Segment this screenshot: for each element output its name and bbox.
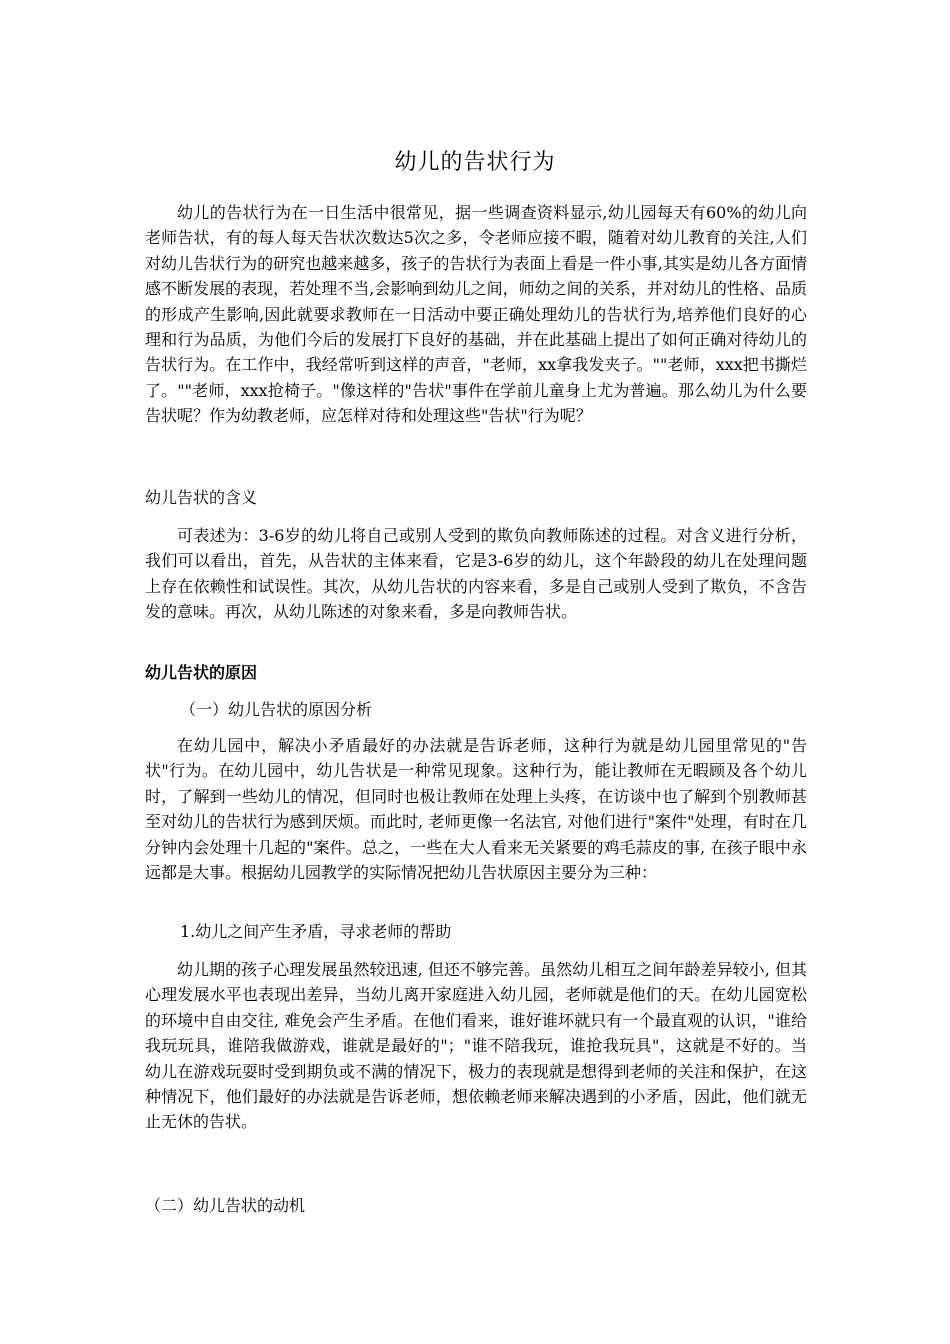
point-1-paragraph: 幼儿期的孩子心理发展虽然较迅速, 但还不够完善。虽然幼儿相互之间年龄差异较小, 但其心理发展水平也表现出差异，当幼儿离开家庭进入幼儿园，老师就是他们的天。在幼儿园宽松的环境中自由交往, 难免会产生矛盾。在他们看来，谁好谁坏就只有一个最直观的认识，"谁给我玩玩具，谁陪我做游戏，谁就是最好的"；"谁不陪我玩，谁抢我玩具"，这就是不好的。当幼儿在游戏玩耍时受到期负或不满的情况下，极力的表现就是想得到老师的关注和保护，在这种情况下，他们最好的办法就是告诉老师，想依赖老师来解决遇到的小矛盾，因此，他们就无止无休的告状。 — [145, 960, 807, 1132]
intro-paragraph: 幼儿的告状行为在一日生活中很常见，据一些调查资料显示,幼儿园每天有60%的幼儿向老师告状，有的每人每天告状次数达5次之多，令老师应接不暇，随着对幼儿教育的关注,人们对幼儿告状行为的研究也越来越多，孩子的告状行为表面上看是一件小事,其实是幼儿各方面情感不断发展的表现，若处理不当,会影响到幼儿之间，师幼之间的关系，并对幼儿的性格、品质的形成产生影响,因此就要求教师在一日活动中要正确处理幼儿的告状行为,培养他们良好的心理和行为品质，为他们今后的发展打下良好的基础，并在此基础上提出了如何正确对待幼儿的告状行为。在工作中，我经常听到这样的声音，"老师，xx拿我发夹子。""老师，xxx把书撕烂了。""老师，xxx抢椅子。"像这样的"告状"事件在学前儿童身上尤为普遍。那么幼儿为什么要告状呢？作为幼教老师，应怎样对待和处理这些"告状"行为呢？ — [145, 203, 807, 426]
reason-heading: 幼儿告状的原因 — [145, 663, 258, 682]
meaning-heading: 幼儿告状的含义 — [145, 488, 258, 507]
meaning-paragraph: 可表述为：3-6岁的幼儿将自己或别人受到的欺负向教师陈述的过程。对含义进行分析，我们可以看出，首先，从告状的主体来看，它是3-6岁的幼儿，这个年龄段的幼儿在处理问题上存在依赖性和试误性。其次，从幼儿告状的内容来看，多是自己或别人受到了欺负，不含告发的意味。再次，从幼儿陈述的对象来看，多是向教师告状。 — [145, 526, 807, 622]
document-title: 幼儿的告状行为 — [394, 150, 556, 175]
reason-subheading-2: （二）幼儿告状的动机 — [145, 1196, 306, 1215]
reason-paragraph: 在幼儿园中，解决小矛盾最好的办法就是告诉老师，这种行为就是幼儿园里常见的"告状"行为。在幼儿园中，幼儿告状是一种常见现象。这种行为，能让教师在无暇顾及各个幼儿时，了解到一些幼儿的情况，但同时也极让教师在处理上头疼，在访谈中也了解到个别教师甚至对幼儿的告状行为感到厌烦。而此时, 老师更像一名法官, 对他们进行"案件"处理，有时在几分钟内会处理十几起的"案件。总之，一些在大人看来无关紧要的鸡毛蒜皮的事, 在孩子眼中永远都是大事。根据幼儿园教学的实际情况把幼儿告状原因主要分为三种： — [145, 736, 807, 883]
point-1-heading: 1.幼儿之间产生矛盾，寻求老师的帮助 — [180, 922, 452, 941]
reason-subheading-1: （一）幼儿告状的原因分析 — [180, 700, 373, 719]
